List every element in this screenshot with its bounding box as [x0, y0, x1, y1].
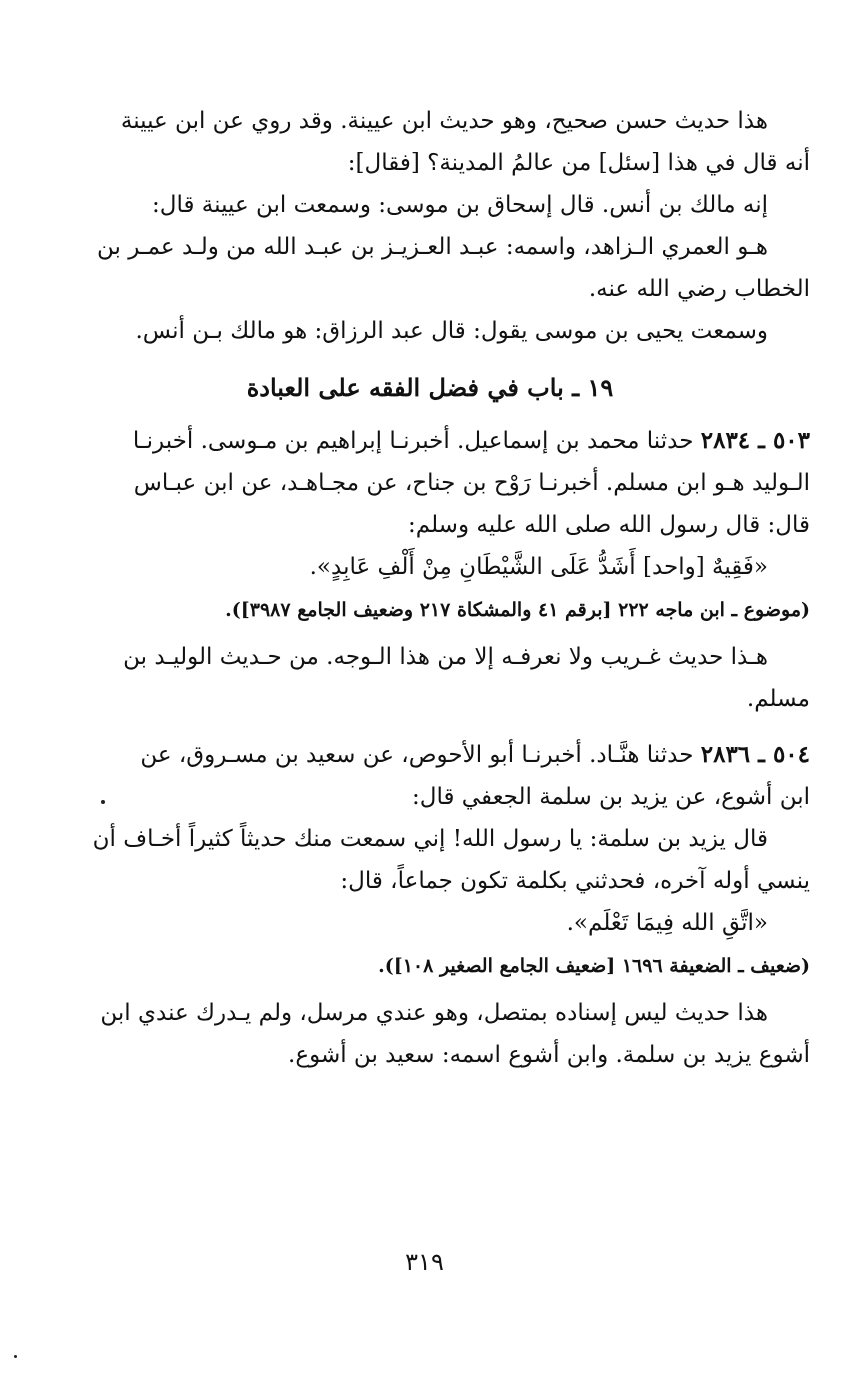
text-line: ابن أشوع، عن يزيد بن سلمة الجعفي قال:	[412, 784, 810, 810]
hadith-first-line	[50, 734, 810, 776]
hadith-quote: «اتَّقِ الله فِيمَا تَعْلَم».	[566, 910, 768, 936]
text-line: وسمعت يحيى بن موسى يقول: قال عبد الرزاق: هو مالك بـن أنس.	[135, 318, 768, 344]
hadith-number: ٥٠٣ ـ ٢٨٣٤	[700, 427, 810, 454]
page-content	[50, 100, 810, 1080]
page-number: ٣١٩	[405, 1248, 444, 1276]
hadith-503	[50, 420, 810, 720]
hadith-504	[50, 734, 810, 1076]
commentary-line: مسلم.	[746, 686, 810, 712]
commentary-line: أشوع يزيد بن سلمة. وابن أشوع اسمه: سعيد بن أشوع.	[288, 1042, 810, 1068]
hadith-grading: (موضوع ـ ابن ماجه ٢٢٢ [برقم ٤١ والمشكاة ٢١٧ وضعيف الجامع ٣٩٨٧]).	[225, 599, 810, 621]
text-line: الـوليد هـو ابن مسلم. أخبرنـا رَوْح بن جناح، عن مجـاهـد، عن ابن عبـاس	[133, 470, 810, 496]
scan-speck	[101, 800, 105, 804]
scan-speck	[14, 1355, 17, 1358]
hadith-number: ٥٠٤ ـ ٢٨٣٦	[700, 741, 810, 768]
text-line: أنه قال في هذا [سئل] من عالمُ المدينة؟ [فقال]:	[347, 150, 810, 176]
hadith-grading: (ضعيف ـ الضعيفة ١٦٩٦ [ضعيف الجامع الصغير ١٠٨]).	[378, 955, 810, 977]
chapter-heading: ١٩ ـ باب في فضل الفقه على العبادة	[246, 373, 614, 402]
text-line: ينسي أوله آخره، فحدثني بكلمة تكون جماعاً، قال:	[340, 868, 810, 894]
text-line: هذا حديث حسن صحيح، وهو حديث ابن عيينة. وقد روي عن ابن عيينة	[120, 108, 768, 134]
spacer	[50, 724, 810, 734]
text-line: إنه مالك بن أنس. قال إسحاق بن موسى: وسمعت ابن عيينة قال:	[152, 192, 768, 218]
commentary-line: هـذا حديث غـريب ولا نعرفـه إلا من هذا الـوجه. من حـديث الوليـد بن	[123, 644, 768, 670]
hadith-text: حدثنا هنَّـاد. أخبرنـا أبو الأحوص، عن سعيد بن مسـروق، عن	[140, 742, 701, 768]
intro-section	[50, 100, 810, 352]
hadith-first-line	[50, 420, 810, 462]
commentary-line: هذا حديث ليس إسناده بمتصل، وهو عندي مرسل، ولم يـدرك عندي ابن	[100, 1000, 768, 1026]
text-line: هـو العمري الـزاهد، واسمه: عبـد العـزيـز بن عبـد الله من ولـد عمـر بن	[96, 234, 768, 260]
hadith-quote: «فَقِيهٌ [واحد] أَشَدُّ عَلَى الشَّيْطَانِ مِنْ أَلْفِ عَابِدٍ».	[309, 554, 768, 580]
hadith-text: حدثنا محمد بن إسماعيل. أخبرنـا إبراهيم بن مـوسى. أخبرنـا	[132, 428, 701, 454]
text-line: قال يزيد بن سلمة: يا رسول الله! إني سمعت منك حديثاً كثيراً أخـاف أن	[92, 826, 768, 852]
text-line: الخطاب رضي الله عنه.	[588, 276, 810, 302]
text-line: قال: قال رسول الله صلى الله عليه وسلم:	[408, 512, 810, 538]
